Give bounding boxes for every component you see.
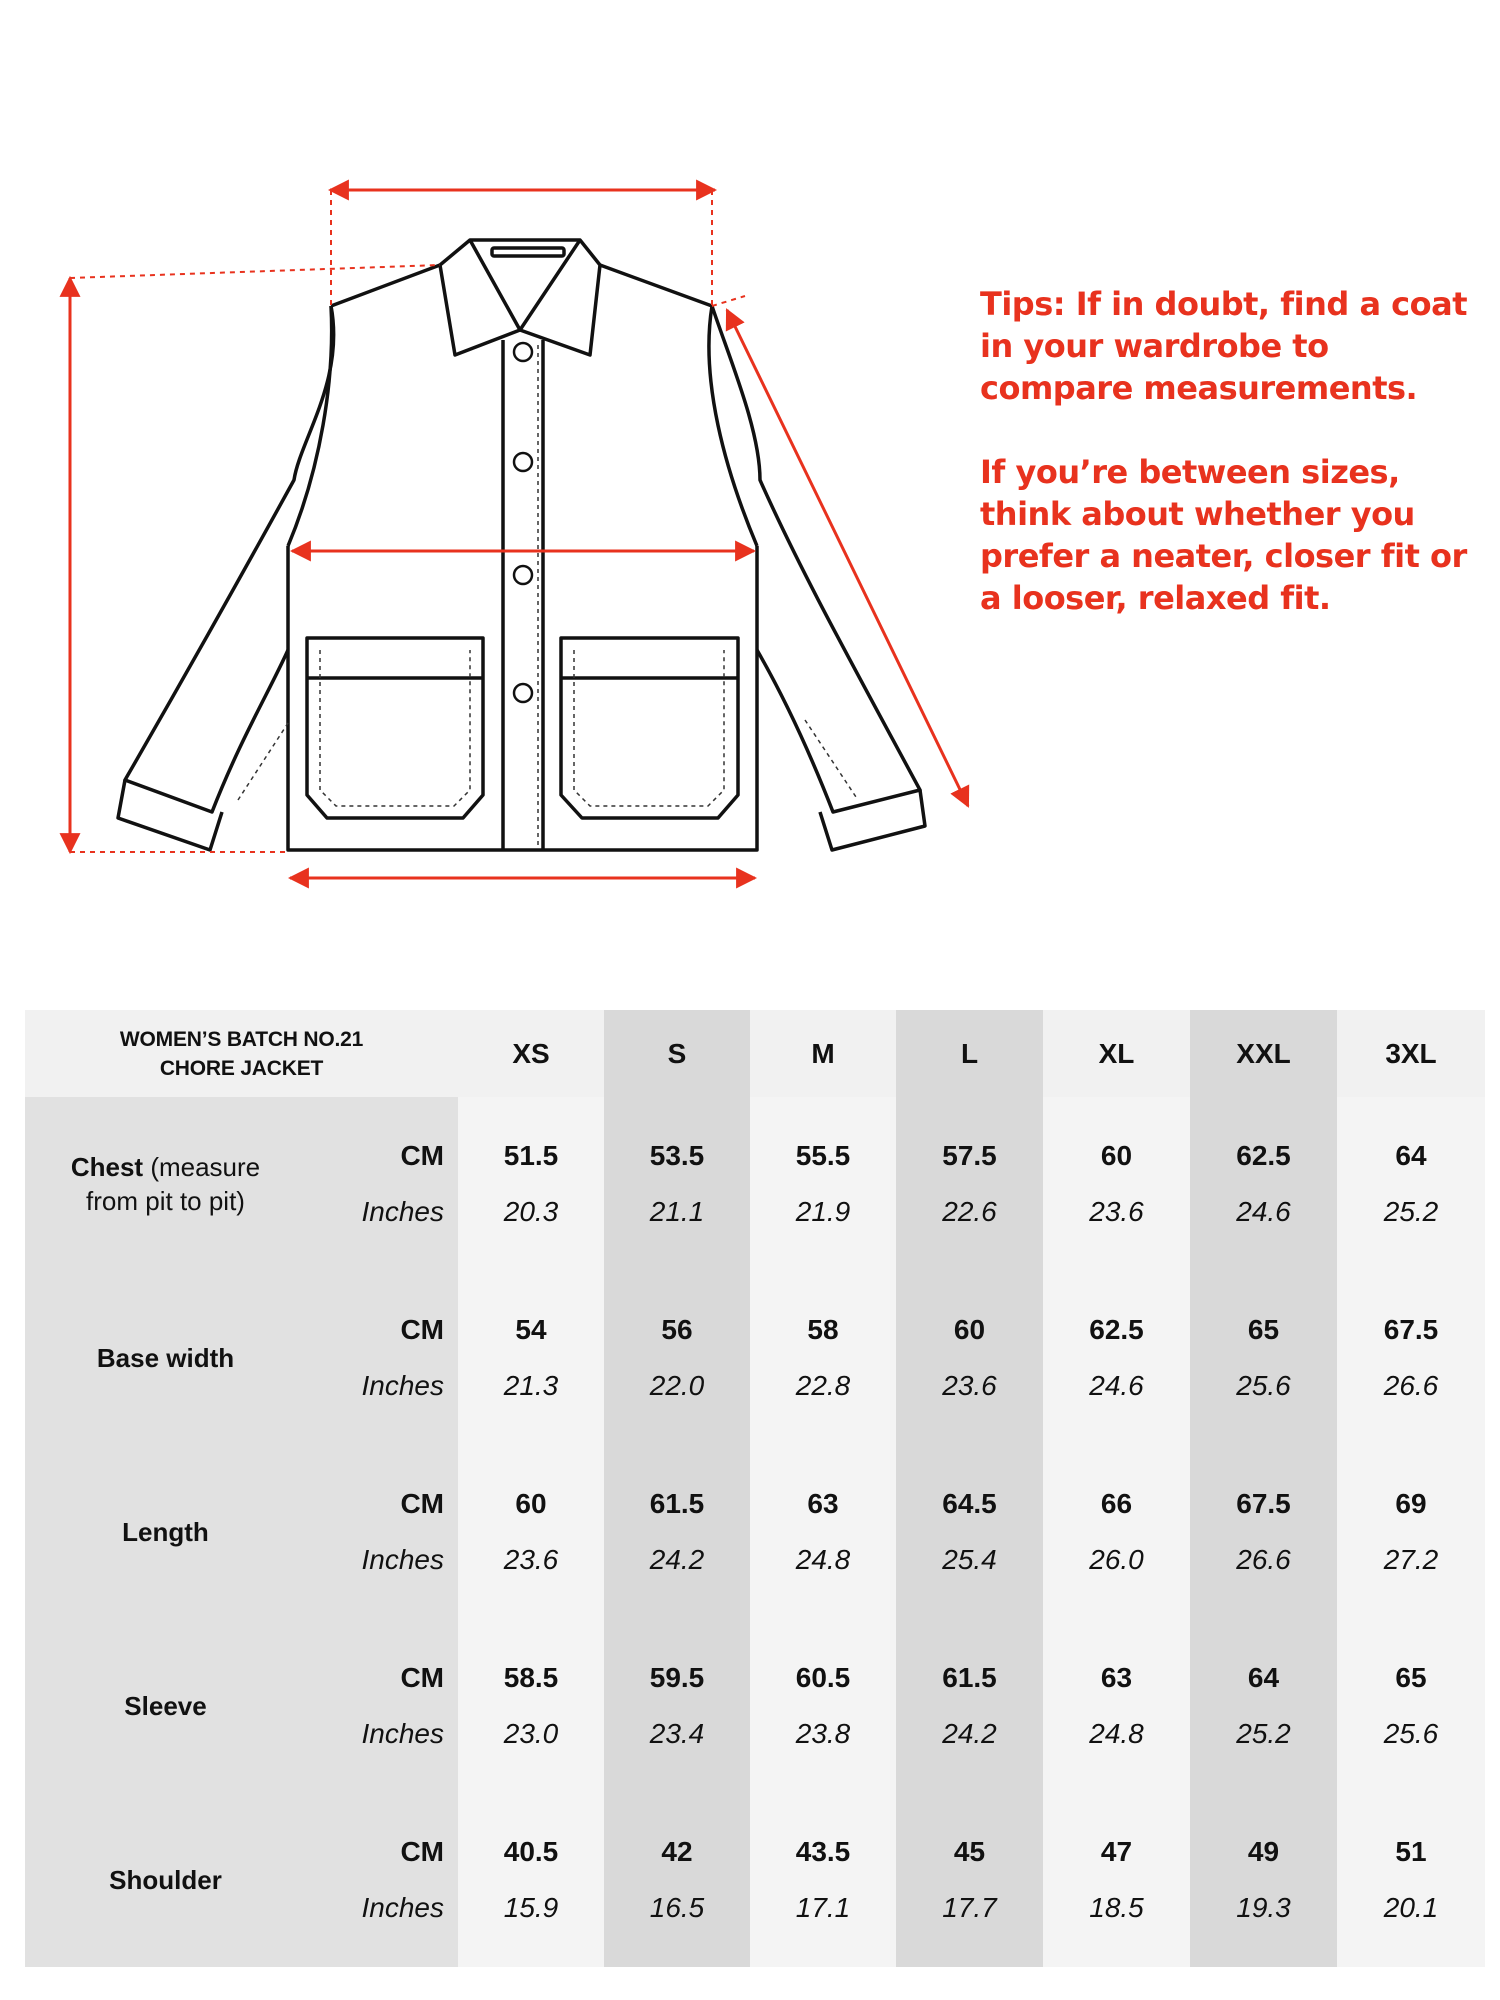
value-inches: 17.7 — [942, 1892, 997, 1923]
measurement-cell — [750, 1445, 896, 1619]
value-cm: 47 — [1100, 1836, 1133, 1867]
size-header-m: M — [750, 1010, 896, 1097]
measurement-cell — [604, 1619, 750, 1793]
value-inches: 24.2 — [942, 1718, 997, 1749]
fit-tips — [980, 283, 1480, 661]
value-inches: 16.5 — [649, 1892, 705, 1923]
value-inches: 23.6 — [1089, 1196, 1144, 1227]
value-cm: 65 — [1395, 1662, 1427, 1693]
measurement-row — [25, 1271, 1485, 1445]
row-label-main: Length — [122, 1517, 209, 1547]
value-inches: 25.2 — [1383, 1196, 1439, 1227]
tip-compare: Tips: If in doubt, find a coat in your wardrobe to compare measurements. — [980, 285, 1468, 407]
value-inches: 25.4 — [942, 1544, 997, 1575]
value-inches: 20.1 — [1383, 1892, 1439, 1923]
measurement-row — [25, 1619, 1485, 1793]
value-inches: 19.3 — [1236, 1892, 1291, 1923]
value-cm: 61.5 — [942, 1662, 997, 1693]
measurement-cell — [1190, 1793, 1337, 1967]
value-inches: 18.5 — [1089, 1892, 1144, 1923]
value-cm: 59.5 — [649, 1662, 705, 1693]
value-inches: 23.4 — [649, 1718, 705, 1749]
value-inches: 26.6 — [1383, 1370, 1439, 1401]
tip-between-sizes: If you’re between sizes, think about whether you prefer a neater, closer fit or a looser, relaxed fit. — [980, 453, 1467, 617]
value-cm: 62.5 — [1236, 1140, 1291, 1171]
unit-labels — [306, 1445, 458, 1619]
row-label — [25, 1793, 306, 1967]
measurement-row — [25, 1097, 1485, 1271]
row-label — [25, 1445, 306, 1619]
value-cm: 42 — [661, 1836, 693, 1867]
value-inches: 26.6 — [1236, 1544, 1291, 1575]
measurement-cell — [896, 1619, 1043, 1793]
unit-labels — [306, 1097, 458, 1271]
value-cm: 67.5 — [1236, 1488, 1291, 1519]
value-cm: 64 — [1395, 1140, 1427, 1171]
measurement-cell — [1043, 1619, 1190, 1793]
measurement-cell — [1337, 1619, 1485, 1793]
value-inches: 25.2 — [1236, 1718, 1291, 1749]
value-inches: 26.0 — [1089, 1544, 1144, 1575]
row-label-main: Base width — [96, 1343, 235, 1373]
table-title-line1: WOMEN’S BATCH NO.21 — [119, 1027, 364, 1051]
value-cm: 63 — [1100, 1662, 1133, 1693]
measurement-guides — [70, 190, 968, 878]
value-cm: 51.5 — [503, 1140, 559, 1171]
measurement-cell — [1043, 1271, 1190, 1445]
value-cm: 51 — [1395, 1836, 1427, 1867]
value-cm: 69 — [1395, 1488, 1427, 1519]
value-inches: 21.3 — [503, 1370, 559, 1401]
measurement-cell — [896, 1097, 1043, 1271]
value-inches: 24.8 — [795, 1544, 851, 1575]
value-cm: 56 — [661, 1314, 693, 1345]
unit-cm-label: CM — [400, 1488, 444, 1519]
value-cm: 62.5 — [1089, 1314, 1144, 1345]
value-inches: 23.0 — [503, 1718, 559, 1749]
value-cm: 58 — [807, 1314, 839, 1345]
measurement-row — [25, 1445, 1485, 1619]
value-inches: 17.1 — [795, 1892, 851, 1923]
measurement-cell — [1337, 1271, 1485, 1445]
value-inches: 21.9 — [795, 1196, 851, 1227]
value-inches: 24.6 — [1236, 1196, 1291, 1227]
value-inches: 25.6 — [1383, 1718, 1439, 1749]
value-inches: 24.6 — [1089, 1370, 1144, 1401]
value-cm: 66 — [1100, 1488, 1133, 1519]
measurement-cell — [1337, 1097, 1485, 1271]
value-inches: 24.8 — [1089, 1718, 1144, 1749]
measurement-cell — [1190, 1445, 1337, 1619]
measurement-cell — [604, 1097, 750, 1271]
measurement-cell — [1190, 1097, 1337, 1271]
value-cm: 49 — [1247, 1836, 1280, 1867]
unit-inches-label: Inches — [361, 1892, 444, 1923]
measurement-cell — [604, 1445, 750, 1619]
unit-cm-label: CM — [400, 1140, 444, 1171]
measurement-cell — [1043, 1793, 1190, 1967]
value-cm: 65 — [1247, 1314, 1280, 1345]
size-chart-table — [25, 1010, 1485, 1967]
measurement-row — [25, 1793, 1485, 1967]
value-inches: 20.3 — [503, 1196, 559, 1227]
stitch-lines — [238, 345, 858, 845]
value-cm: 64 — [1247, 1662, 1280, 1693]
row-label-main: Sleeve — [124, 1691, 207, 1721]
value-inches: 27.2 — [1383, 1544, 1439, 1575]
size-header-xs: XS — [458, 1010, 604, 1097]
measurement-cell — [1190, 1619, 1337, 1793]
value-cm: 60 — [515, 1488, 547, 1519]
measurement-cell — [458, 1445, 604, 1619]
unit-cm-label: CM — [400, 1314, 444, 1345]
value-cm: 40.5 — [503, 1836, 559, 1867]
value-inches: 21.1 — [649, 1196, 705, 1227]
size-header-3xl: 3XL — [1337, 1010, 1485, 1097]
row-label-main: Shoulder — [109, 1865, 222, 1895]
buttons — [514, 343, 532, 702]
unit-labels — [306, 1619, 458, 1793]
unit-inches-label: Inches — [361, 1196, 444, 1227]
value-cm: 67.5 — [1383, 1314, 1439, 1345]
value-inches: 24.2 — [649, 1544, 705, 1575]
value-cm: 57.5 — [942, 1140, 997, 1171]
measurement-cell — [604, 1793, 750, 1967]
measurement-cell — [1043, 1445, 1190, 1619]
row-label — [25, 1271, 306, 1445]
unit-inches-label: Inches — [361, 1544, 444, 1575]
row-label — [25, 1097, 306, 1271]
measurement-cell — [458, 1271, 604, 1445]
measurement-cell — [750, 1619, 896, 1793]
value-cm: 55.5 — [795, 1140, 851, 1171]
measurement-cell — [1337, 1793, 1485, 1967]
value-inches: 22.8 — [795, 1370, 851, 1401]
unit-inches-label: Inches — [361, 1370, 444, 1401]
size-header-s: S — [604, 1010, 750, 1097]
measurement-cell — [458, 1619, 604, 1793]
value-cm: 45 — [953, 1836, 986, 1867]
measurement-cell — [896, 1271, 1043, 1445]
measurement-cell — [458, 1793, 604, 1967]
jacket-outline — [118, 240, 925, 850]
value-cm: 60 — [953, 1314, 986, 1345]
measurement-cell — [750, 1793, 896, 1967]
measurement-cell — [1190, 1271, 1337, 1445]
value-inches: 23.6 — [942, 1370, 997, 1401]
value-cm: 63 — [807, 1488, 839, 1519]
table-title-line2: CHORE JACKET — [159, 1056, 324, 1080]
size-header-l: L — [896, 1010, 1043, 1097]
measurement-cell — [750, 1271, 896, 1445]
value-inches: 22.6 — [942, 1196, 997, 1227]
unit-cm-label: CM — [400, 1836, 444, 1867]
row-label-main: Chest — [70, 1152, 144, 1182]
table-title — [25, 1010, 458, 1097]
value-cm: 60.5 — [795, 1662, 851, 1693]
measurement-cell — [1337, 1445, 1485, 1619]
unit-cm-label: CM — [400, 1662, 444, 1693]
value-cm: 54 — [515, 1314, 547, 1345]
value-cm: 43.5 — [795, 1836, 851, 1867]
measurement-cell — [896, 1445, 1043, 1619]
measurement-cell — [604, 1271, 750, 1445]
value-inches: 23.8 — [795, 1718, 851, 1749]
size-header-xxl: XXL — [1190, 1010, 1337, 1097]
value-cm: 64.5 — [942, 1488, 997, 1519]
measurement-cell — [1043, 1097, 1190, 1271]
value-inches: 23.6 — [503, 1544, 559, 1575]
unit-labels — [306, 1271, 458, 1445]
unit-inches-label: Inches — [361, 1718, 444, 1749]
row-label — [25, 1619, 306, 1793]
value-inches: 25.6 — [1236, 1370, 1291, 1401]
value-cm: 61.5 — [649, 1488, 705, 1519]
value-cm: 53.5 — [649, 1140, 705, 1171]
value-cm: 58.5 — [503, 1662, 559, 1693]
value-inches: 15.9 — [503, 1892, 559, 1923]
unit-labels — [306, 1793, 458, 1967]
row-label-note: (measure — [143, 1152, 261, 1182]
row-label-note-line2: from pit to pit) — [86, 1186, 245, 1216]
size-header-xl: XL — [1043, 1010, 1190, 1097]
size-header-row — [25, 1010, 1485, 1097]
value-inches: 22.0 — [649, 1370, 705, 1401]
measurement-cell — [458, 1097, 604, 1271]
measurement-cell — [896, 1793, 1043, 1967]
value-cm: 60 — [1100, 1140, 1133, 1171]
measurement-cell — [750, 1097, 896, 1271]
